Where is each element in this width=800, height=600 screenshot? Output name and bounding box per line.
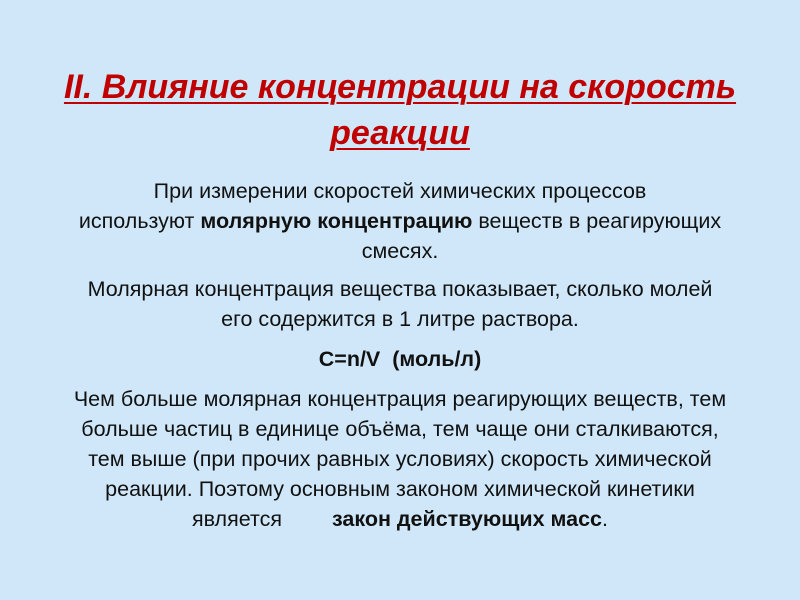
slide-title — [20, 64, 780, 156]
p4-line-2: больше частиц в единице объёма, тем чаще они сталкиваются, — [81, 417, 719, 441]
p2-line-2: его содержится в 1 литре раствора. — [221, 307, 579, 331]
p1-line-1: При измерении скоростей химических процессов — [153, 179, 647, 203]
p2-line-1: Молярная концентрация вещества показывает, сколько молей — [87, 277, 713, 301]
paragraph-definition — [30, 274, 770, 334]
p1-line-3: смесях. — [361, 239, 439, 263]
p4-line-4: реакции. Поэтому основным законом химической кинетики — [105, 477, 695, 501]
p4-term-mass-action-law: закон действующих масс — [331, 507, 603, 531]
title-line-1: II. Влияние концентрации на скорость — [63, 68, 737, 106]
p4-line-5-post: . — [602, 507, 608, 531]
paragraph-measurement — [30, 176, 770, 266]
p1-line-2-pre: используют — [78, 209, 201, 233]
slide-body — [30, 176, 770, 534]
paragraph-law — [30, 384, 770, 534]
formula: С=n/V (моль/л) — [318, 347, 482, 371]
p1-line-2-post: веществ в реагирующих — [472, 209, 722, 233]
p4-line-3: тем выше (при прочих равных условиях) скорость химической — [88, 447, 712, 471]
p1-term-molar-concentration: молярную концентрацию — [200, 209, 473, 233]
title-line-2: реакции — [330, 114, 470, 152]
p4-line-5-pre: является — [191, 507, 282, 531]
p4-line-1: Чем больше молярная концентрация реагирующих веществ, тем — [73, 387, 727, 411]
